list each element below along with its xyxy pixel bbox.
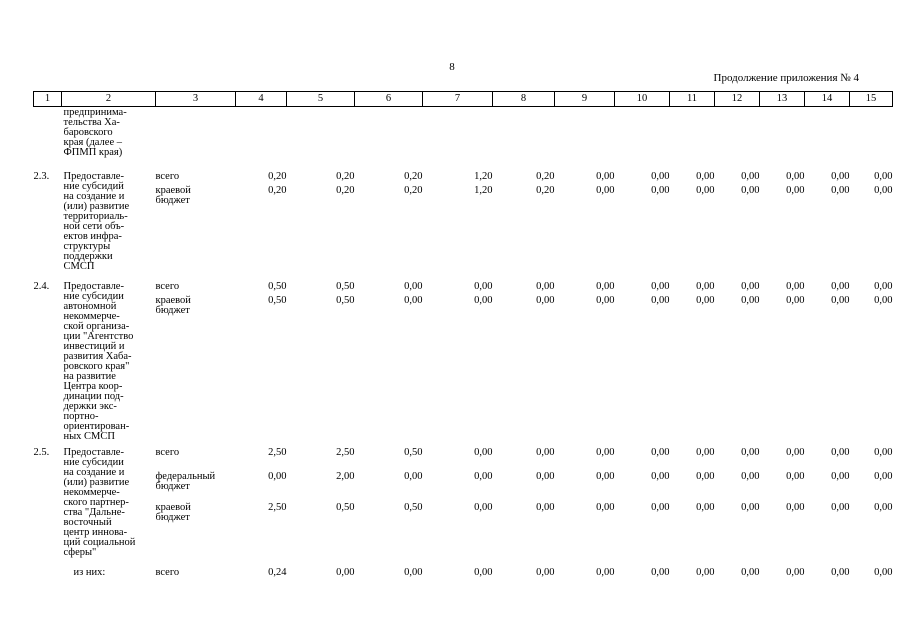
value-cell-col-12 — [715, 558, 760, 578]
value: 0,00 — [874, 471, 893, 482]
value: 0,00 — [874, 502, 893, 513]
value-cell-col-10 — [615, 107, 670, 159]
value: 0,00 — [596, 502, 615, 513]
value: 0,20 — [536, 185, 555, 196]
value: 0,00 — [741, 185, 760, 196]
value: 0,00 — [404, 295, 423, 306]
col-header-5: 5 — [287, 92, 355, 107]
row-name-text: Предоставле- ние субсидии автономной некоммерче- ской организа- ции "Агентство инвестиций и развития Хаба- ровского края" на развитие Центра коор- динации под- держки экс- портно- ориентирован- ных СМСП — [63, 281, 134, 442]
value: 0,00 — [696, 471, 715, 482]
value: 0,00 — [651, 471, 670, 482]
value: 0,00 — [474, 281, 493, 292]
table-row — [34, 158, 893, 272]
value-cell-col-9 — [555, 107, 615, 159]
value-cell-col-15 — [850, 272, 893, 442]
value-cell-col-14 — [805, 442, 850, 558]
value: 0,00 — [786, 567, 805, 578]
value: 0,00 — [831, 471, 850, 482]
value-cell-col-7 — [423, 272, 493, 442]
value: 0,00 — [786, 447, 805, 458]
value-cell-col-4 — [236, 107, 287, 159]
value-cell-col-14 — [805, 107, 850, 159]
value-cell-col-13 — [760, 158, 805, 272]
value: 0,24 — [268, 567, 287, 578]
value: 2,50 — [336, 447, 355, 458]
value: 0,00 — [596, 471, 615, 482]
row-name-text: Предоставле- ние субсидии на создание и (или) развитие некоммерче- ского партнер- ства "Дальне- восточный центр иннова- ций социальной сферы" — [63, 447, 136, 558]
value: 0,00 — [536, 281, 555, 292]
value: 0,00 — [404, 471, 423, 482]
value-cell-col-14 — [805, 272, 850, 442]
value-cell-col-5 — [287, 107, 355, 159]
col-header-15: 15 — [850, 92, 893, 107]
value: 0,00 — [651, 447, 670, 458]
row-index: 2.3. — [33, 171, 50, 182]
value: 0,20 — [536, 171, 555, 182]
value-cell-col-6 — [355, 442, 423, 558]
value-cell-col-8 — [493, 558, 555, 578]
row-name-text: Предоставле- ние субсидий на создание и (или) развитие территориаль- ной сети объ- ектов инфра- структуры поддержки СМСП — [63, 171, 130, 272]
table-row — [34, 272, 893, 442]
value: 0,00 — [651, 502, 670, 513]
value: 0,00 — [336, 567, 355, 578]
col-header-2: 2 — [62, 92, 156, 107]
funding-source: всего — [155, 447, 180, 458]
value: 0,00 — [268, 471, 287, 482]
value: 0,00 — [786, 471, 805, 482]
value: 0,00 — [596, 567, 615, 578]
value-cell-col-4 — [236, 558, 287, 578]
row-name — [62, 107, 156, 159]
row-source-cell — [156, 442, 236, 558]
value: 0,50 — [268, 281, 287, 292]
row-index: 2.4. — [33, 281, 50, 292]
value: 0,00 — [831, 171, 850, 182]
value: 0,00 — [696, 281, 715, 292]
value: 0,00 — [874, 447, 893, 458]
row-source-cell — [156, 272, 236, 442]
value-cell-col-6 — [355, 107, 423, 159]
value-cell-col-12 — [715, 158, 760, 272]
value: 0,00 — [404, 567, 423, 578]
value-cell-col-11 — [670, 442, 715, 558]
value-cell-col-5 — [287, 158, 355, 272]
value-cell-col-8 — [493, 272, 555, 442]
appendix-table — [33, 91, 893, 578]
value-cell-col-14 — [805, 558, 850, 578]
row-name — [62, 158, 156, 272]
value: 0,00 — [474, 447, 493, 458]
value-cell-col-4 — [236, 442, 287, 558]
col-header-9: 9 — [555, 92, 615, 107]
value: 0,00 — [831, 295, 850, 306]
value-cell-col-15 — [850, 158, 893, 272]
value: 0,00 — [741, 447, 760, 458]
value: 0,00 — [696, 502, 715, 513]
col-header-6: 6 — [355, 92, 423, 107]
value: 0,00 — [831, 447, 850, 458]
continuation-label: Продолжение приложения № 4 — [713, 72, 859, 84]
funding-source: федеральный бюджет — [155, 471, 216, 492]
value: 0,00 — [651, 185, 670, 196]
table-body — [34, 107, 893, 579]
funding-source: всего — [155, 567, 180, 578]
value: 0,00 — [404, 281, 423, 292]
row-name-text: предпринима- тельства Ха- баровского края (далее – ФПМП края) — [63, 107, 127, 158]
table-row — [34, 558, 893, 578]
value-cell-col-10 — [615, 442, 670, 558]
value: 0,20 — [268, 171, 287, 182]
value: 0,50 — [336, 281, 355, 292]
value: 0,00 — [741, 281, 760, 292]
row-name-text: из них: — [73, 567, 106, 578]
value-cell-col-15 — [850, 558, 893, 578]
value-cell-col-6 — [355, 158, 423, 272]
value: 0,00 — [741, 471, 760, 482]
value-cell-col-5 — [287, 442, 355, 558]
row-name — [62, 558, 156, 578]
value: 0,20 — [336, 171, 355, 182]
funding-source: всего — [155, 171, 180, 182]
value: 0,00 — [474, 471, 493, 482]
value-cell-col-12 — [715, 272, 760, 442]
value: 0,00 — [596, 281, 615, 292]
value: 0,00 — [874, 295, 893, 306]
value: 0,50 — [404, 502, 423, 513]
col-header-13: 13 — [760, 92, 805, 107]
funding-source: краевой бюджет — [155, 295, 191, 316]
value: 0,00 — [596, 171, 615, 182]
value: 0,00 — [786, 171, 805, 182]
value: 2,50 — [268, 502, 287, 513]
value: 0,00 — [474, 295, 493, 306]
value: 0,50 — [336, 295, 355, 306]
col-header-3: 3 — [156, 92, 236, 107]
value-cell-col-8 — [493, 442, 555, 558]
col-header-12: 12 — [715, 92, 760, 107]
value: 0,00 — [596, 295, 615, 306]
value-cell-col-9 — [555, 442, 615, 558]
value: 0,00 — [474, 567, 493, 578]
value-cell-col-13 — [760, 272, 805, 442]
value: 0,00 — [696, 295, 715, 306]
row-name — [62, 272, 156, 442]
value: 0,20 — [404, 185, 423, 196]
funding-source: всего — [155, 281, 180, 292]
value: 0,00 — [741, 171, 760, 182]
value: 0,00 — [536, 447, 555, 458]
page-number: 8 — [449, 61, 455, 73]
value: 2,50 — [268, 447, 287, 458]
col-header-1: 1 — [34, 92, 62, 107]
table-row — [34, 107, 893, 159]
col-header-11: 11 — [670, 92, 715, 107]
value-cell-col-7 — [423, 442, 493, 558]
col-header-14: 14 — [805, 92, 850, 107]
value: 0,50 — [268, 295, 287, 306]
value: 0,00 — [536, 567, 555, 578]
value-cell-col-13 — [760, 558, 805, 578]
value-cell-col-14 — [805, 158, 850, 272]
value: 0,00 — [741, 502, 760, 513]
value: 1,20 — [474, 185, 493, 196]
value: 0,00 — [536, 471, 555, 482]
funding-source: краевой бюджет — [155, 185, 191, 206]
value-cell-col-9 — [555, 558, 615, 578]
value: 0,00 — [696, 185, 715, 196]
value: 0,00 — [786, 502, 805, 513]
value-cell-col-7 — [423, 107, 493, 159]
value: 0,00 — [786, 295, 805, 306]
header-row — [34, 92, 893, 107]
value: 0,00 — [596, 447, 615, 458]
row-source-cell — [156, 558, 236, 578]
value-cell-col-15 — [850, 442, 893, 558]
value-cell-col-11 — [670, 558, 715, 578]
row-index — [34, 107, 62, 159]
value: 0,00 — [696, 567, 715, 578]
value: 1,20 — [474, 171, 493, 182]
value: 0,00 — [831, 567, 850, 578]
value: 0,20 — [404, 171, 423, 182]
col-header-10: 10 — [615, 92, 670, 107]
value: 0,00 — [786, 185, 805, 196]
value-cell-col-8 — [493, 158, 555, 272]
value: 0,20 — [268, 185, 287, 196]
value: 0,00 — [831, 185, 850, 196]
value-cell-col-8 — [493, 107, 555, 159]
value-cell-col-5 — [287, 558, 355, 578]
value: 0,00 — [874, 171, 893, 182]
value-cell-col-10 — [615, 158, 670, 272]
value: 0,00 — [741, 295, 760, 306]
value-cell-col-5 — [287, 272, 355, 442]
value: 0,00 — [596, 185, 615, 196]
value-cell-col-12 — [715, 442, 760, 558]
value: 0,00 — [696, 447, 715, 458]
value-cell-col-11 — [670, 107, 715, 159]
value: 0,00 — [536, 502, 555, 513]
table-row — [34, 442, 893, 558]
value: 0,00 — [874, 185, 893, 196]
value: 0,00 — [874, 281, 893, 292]
value-cell-col-9 — [555, 158, 615, 272]
value-cell-col-6 — [355, 272, 423, 442]
row-source-cell — [156, 158, 236, 272]
value: 0,00 — [651, 567, 670, 578]
value-cell-col-6 — [355, 558, 423, 578]
value-cell-col-7 — [423, 158, 493, 272]
value: 0,50 — [336, 502, 355, 513]
col-header-8: 8 — [493, 92, 555, 107]
value-cell-col-15 — [850, 107, 893, 159]
value: 0,00 — [696, 171, 715, 182]
value-cell-col-4 — [236, 158, 287, 272]
row-name — [62, 442, 156, 558]
value-cell-col-12 — [715, 107, 760, 159]
funding-source: краевой бюджет — [155, 502, 191, 523]
col-header-4: 4 — [236, 92, 287, 107]
value: 0,20 — [336, 185, 355, 196]
value-cell-col-10 — [615, 558, 670, 578]
value: 0,00 — [536, 295, 555, 306]
value: 0,50 — [404, 447, 423, 458]
value-cell-col-4 — [236, 272, 287, 442]
value: 2,00 — [336, 471, 355, 482]
value-cell-col-13 — [760, 442, 805, 558]
value: 0,00 — [741, 567, 760, 578]
value: 0,00 — [651, 171, 670, 182]
value: 0,00 — [874, 567, 893, 578]
value: 0,00 — [831, 502, 850, 513]
value-cell-col-10 — [615, 272, 670, 442]
col-header-7: 7 — [423, 92, 493, 107]
value-cell-col-11 — [670, 272, 715, 442]
value-cell-col-9 — [555, 272, 615, 442]
value: 0,00 — [474, 502, 493, 513]
row-source-cell — [156, 107, 236, 159]
value-cell-col-7 — [423, 558, 493, 578]
row-index — [34, 558, 62, 578]
value-cell-col-13 — [760, 107, 805, 159]
value: 0,00 — [786, 281, 805, 292]
row-index: 2.5. — [33, 447, 50, 458]
value: 0,00 — [651, 281, 670, 292]
value: 0,00 — [651, 295, 670, 306]
value-cell-col-11 — [670, 158, 715, 272]
value: 0,00 — [831, 281, 850, 292]
